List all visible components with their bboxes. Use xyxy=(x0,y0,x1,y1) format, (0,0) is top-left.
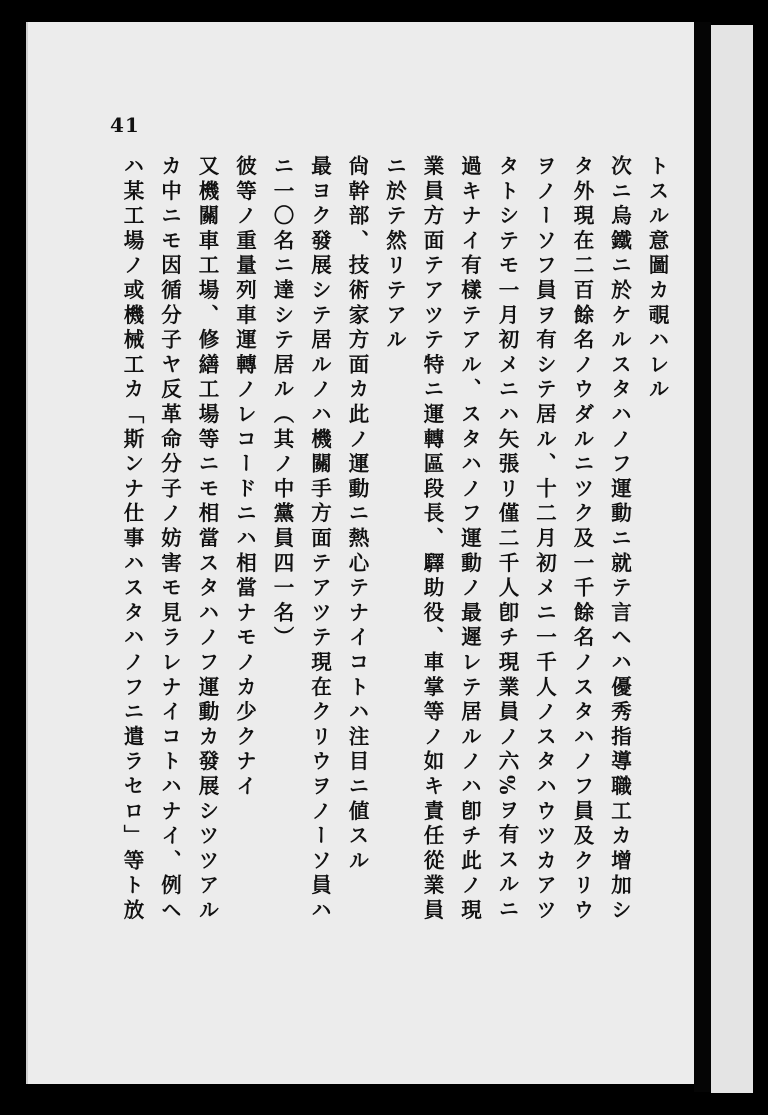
binding-shadow xyxy=(694,22,711,1092)
text-column: トスル意圖カ覗ハレル xyxy=(645,155,669,403)
vertical-text-block xyxy=(112,155,667,1035)
text-column: ニ於テ然リテアル xyxy=(382,155,407,354)
text-column: ヲノーソフ員ヲ有シテ居ル、十二月初メニ一千人ノスタハウツカアツ xyxy=(532,155,557,924)
next-page-edge xyxy=(711,25,753,1093)
text-column: ハ某工場ノ或機械工カ「斯ンナ仕事ハスタハノフニ遣ラセロ」等ト放 xyxy=(120,155,144,924)
text-column: 最ヨク發展シテ居ルノハ機關手方面テアツテ現在クリウヲノーソ員ハ xyxy=(307,155,332,924)
text-column: タ外現在二百餘名ノウダルニツク及一千餘名ノスタハノフ員及クリウ xyxy=(570,155,594,924)
text-column: 彼等ノ重量列車運轉ノレコードニハ相當ナモノカ少クナイ xyxy=(232,155,257,800)
text-column: 次ニ烏鐵ニ於ケルスタハノフ運動ニ就テ言ヘハ優秀指導職工カ增加シ xyxy=(607,155,632,924)
text-column: 過キナイ有樣テアル、スタハノフ運動ノ最遲レテ居ルノハ卽チ此ノ現 xyxy=(457,155,482,924)
text-column: ニ一〇名ニ達シテ居ル（其ノ中黨員四一名） xyxy=(270,155,294,651)
page-number: 41 xyxy=(110,113,140,137)
text-column: カ中ニモ因循分子ヤ反革命分子ノ妨害モ見ラレナイコトハナイ、例ヘ xyxy=(157,155,182,924)
text-column: 尙幹部、技術家方面カ此ノ運動ニ熱心テナイコトハ注目ニ値スル xyxy=(345,155,369,875)
text-column: タトシテモ一月初メニハ矢張リ僅二千人卽チ現業員ノ六%ヲ有スルニ xyxy=(495,155,519,923)
text-column: 又機關車工場、修繕工場等ニモ相當スタハノフ運動カ發展シツツアル xyxy=(195,155,219,924)
text-column: 業員方面テアツテ特ニ運轉區段長、驛助役、車掌等ノ如キ責任從業員 xyxy=(420,155,444,924)
